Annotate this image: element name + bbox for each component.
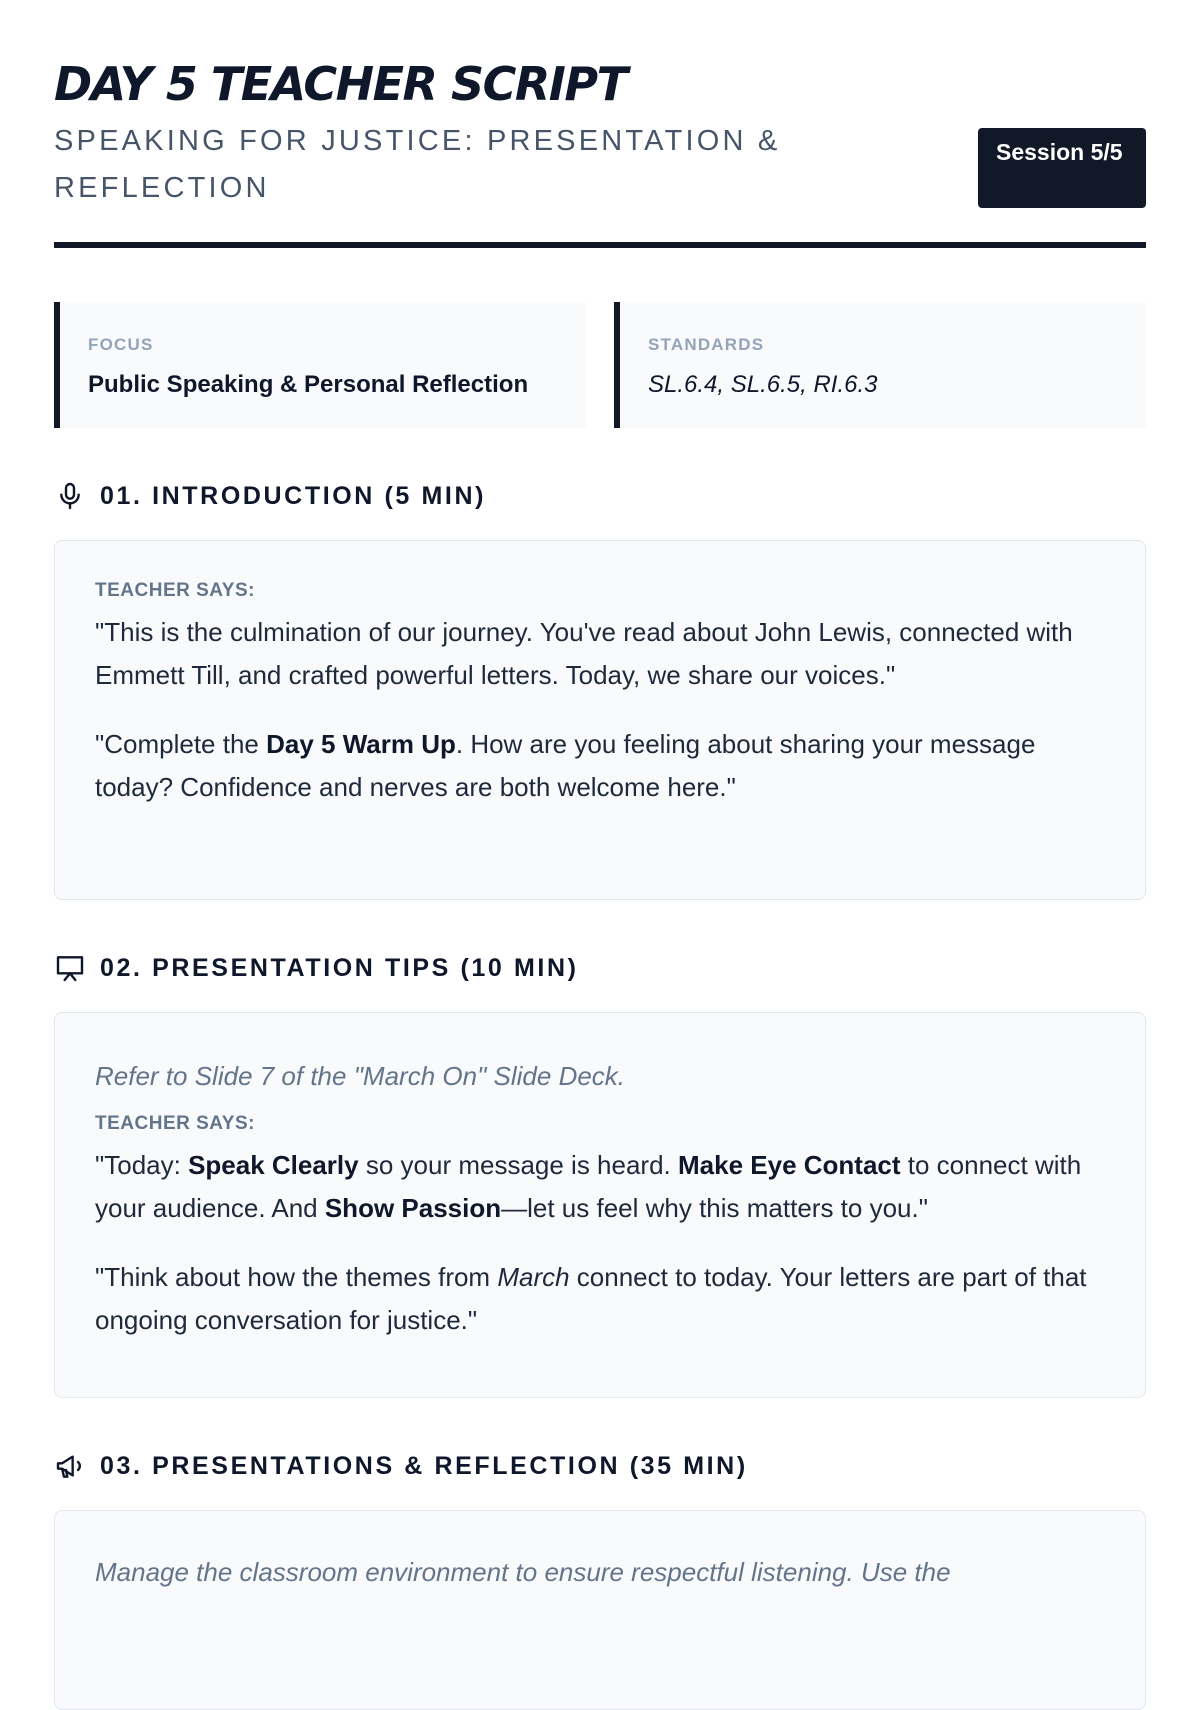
focus-card (54, 302, 586, 428)
section-title: 01. INTRODUCTION (5 MIN) (100, 481, 487, 510)
emphasis-eye-contact: Make Eye Contact (678, 1150, 901, 1180)
presentations-reflection-card (54, 1510, 1146, 1710)
text-run: "Think about how the themes from (95, 1262, 498, 1292)
text-run: —let us feel why this matters to you." (501, 1193, 928, 1223)
text-run: connect to today. Your letters are part of that ongoing conversation for justice." (95, 1262, 1087, 1335)
standards-label: STANDARDS (648, 335, 765, 354)
presentation-tips-card (54, 1012, 1146, 1398)
section-title: 02. PRESENTATION TIPS (10 MIN) (100, 953, 579, 982)
page-title: DAY 5 TEACHER SCRIPT (54, 57, 627, 111)
session-badge: Session 5/5 (978, 128, 1146, 208)
page-subtitle: SPEAKING FOR JUSTICE: PRESENTATION & REFLECTION (54, 125, 781, 204)
text-run: to connect with your audience. And (95, 1150, 1082, 1223)
text-run: "Complete the (95, 729, 267, 759)
section-presentations-reflection-heading (54, 1450, 1146, 1482)
teacher-says-label: TEACHER SAYS: (95, 580, 255, 601)
script-paragraph (95, 1144, 1105, 1230)
megaphone-icon (54, 1450, 86, 1482)
header-divider (54, 242, 1146, 248)
focus-label: FOCUS (88, 335, 154, 354)
header-row (54, 118, 1146, 212)
introduction-card (54, 540, 1146, 900)
emphasis-show-passion: Show Passion (324, 1193, 502, 1223)
teacher-says-label: TEACHER SAYS: (95, 1113, 255, 1134)
text-run: so your message is heard. (358, 1150, 679, 1180)
standards-value: SL.6.4, SL.6.5, RI.6.3 (648, 371, 878, 398)
section-introduction-heading (54, 480, 1146, 512)
slide-reference-note: Refer to Slide 7 of the "March On" Slide Deck. (95, 1061, 626, 1091)
script-paragraph: "This is the culmination of our journey. You've read about John Lewis, connected with Emmett Till, and crafted powerful letters. Today, we share our voices." (95, 617, 1073, 690)
emphasis-warm-up: Day 5 Warm Up (266, 729, 456, 759)
emphasis-speak-clearly: Speak Clearly (188, 1150, 359, 1180)
script-paragraph (95, 723, 1105, 809)
text-run: . How are you feeling about sharing your message today? Confidence and nerves are both welcome here." (95, 729, 1036, 802)
section-title: 03. PRESENTATIONS & REFLECTION (35 MIN) (100, 1451, 748, 1480)
microphone-icon (54, 480, 86, 512)
section-presentation-tips-heading (54, 952, 1146, 984)
standards-card (614, 302, 1146, 428)
script-paragraph (95, 1256, 1105, 1342)
classroom-management-note: Manage the classroom environment to ensure respectful listening. Use the (95, 1557, 951, 1587)
meta-cards (54, 302, 1146, 428)
text-run: "Today: (95, 1150, 189, 1180)
presentation-icon (54, 952, 86, 984)
book-title-march: March (497, 1262, 570, 1292)
focus-value: Public Speaking & Personal Reflection (88, 371, 529, 398)
